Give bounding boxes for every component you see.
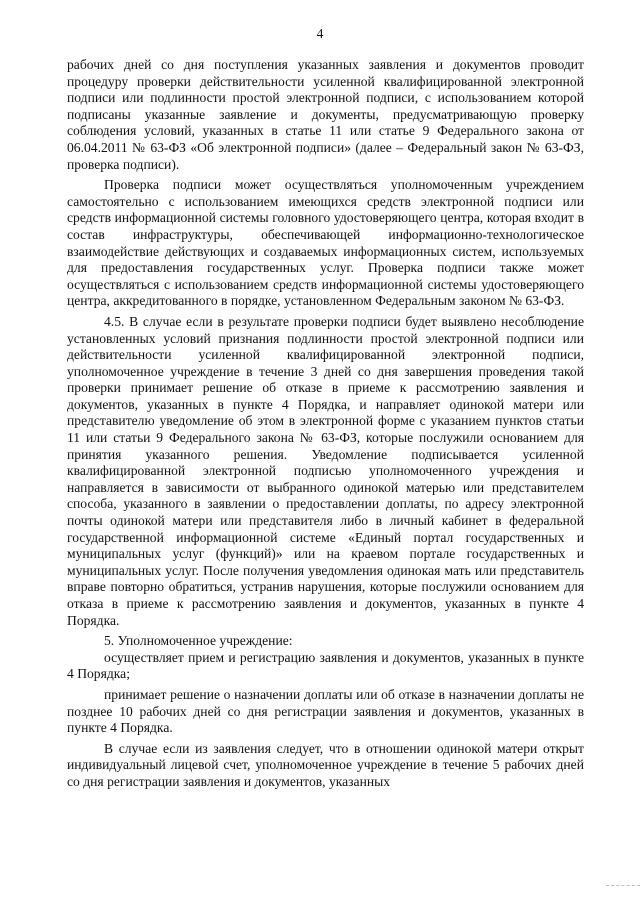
scan-edge-mark [606, 885, 640, 900]
paragraph-signature-check-means: Проверка подписи может осуществляться уполномоченным учреждением самостоятельно с использованием имеющихся средств электронной подписи или средств информационной системы головного удостоверяющего центра, которая входит в состав инфраструктуры, обеспечивающей информационно-технологическое взаимодействие действующих и создаваемых информационных систем, используемых для предоставления государственных услуг. Проверка подписи также может осуществляться с использованием средств информационной системы удостоверяющего центра, аккредитованного в порядке, установленном Федеральным законом № 63-ФЗ. [67, 177, 584, 309]
document-body [67, 57, 584, 795]
paragraph-clause-4-5: 4.5. В случае если в результате проверки подписи будет выявлено несоблюдение установленных условий признания подлинности простой электронной подписи или действительности усиленной квалифицированной электронной подписи, уполномоченное учреждение в течение 3 дней со дня завершения проведения такой проверки принимает решение об отказе в приеме к рассмотрению заявления и документов, указанных в пункте 4 Порядка, и направляет одинокой матери или представителю уведомление об этом в электронной форме с указанием пунктов статьи 11 или статьи 9 Федерального закона № 63-ФЗ, которые послужили основанием для принятия указанного решения. Уведомление подписывается усиленной квалифицированной электронной подписью уполномоченного учреждения и направляется в зависимости от выбранного одинокой матерью или представителем способа, указанного в заявлении о предоставлении доплаты, по адресу электронной почты одинокой матери или представителя либо в личный кабинет в федеральной государственной информационной системе «Единый портал государственных и муниципальных услуг (функций)» или на краевом портале государственных и муниципальных услуг. После получения уведомления одинокая мать или представитель вправе повторно обратиться, устранив нарушения, которые послужили основанием для отказа в приеме к рассмотрению заявления и документов, указанных в пункте 4 Порядка. [67, 313, 584, 628]
page-number: 4 [316, 26, 324, 41]
paragraph-clause-5-reception: осуществляет прием и регистрацию заявления и документов, указанных в пункте 4 Порядка; [67, 649, 584, 682]
paragraph-clause-5-heading: 5. Уполномоченное учреждение: [104, 633, 293, 649]
paragraph-clause-5-decision: принимает решение о назначении доплаты или об отказе в назначении доплаты не позднее 10 рабочих дней со дня регистрации заявления и документов, указанных в пункте 4 Порядка. [67, 686, 584, 736]
paragraph-signature-check-procedure: рабочих дней со дня поступления указанных заявления и документов проводит процедуру проверки действительности усиленной квалифицированной электронной подписи или подлинности простой электронной подписи, с использованием которой подписаны указанные заявление и документы, предусматривающую проверку соблюдения условий, указанных в статье 11 или статье 9 Федерального закона от 06.04.2011 № 63-ФЗ «Об электронной подписи» (далее – Федеральный закон № 63-ФЗ, проверка подписи). [67, 57, 584, 172]
paragraph-personal-account: В случае если из заявления следует, что в отношении одинокой матери открыт индивидуальный лицевой счет, уполномоченное учреждение в течение 5 рабочих дней со дня регистрации заявления и документов, указанных [67, 740, 584, 789]
